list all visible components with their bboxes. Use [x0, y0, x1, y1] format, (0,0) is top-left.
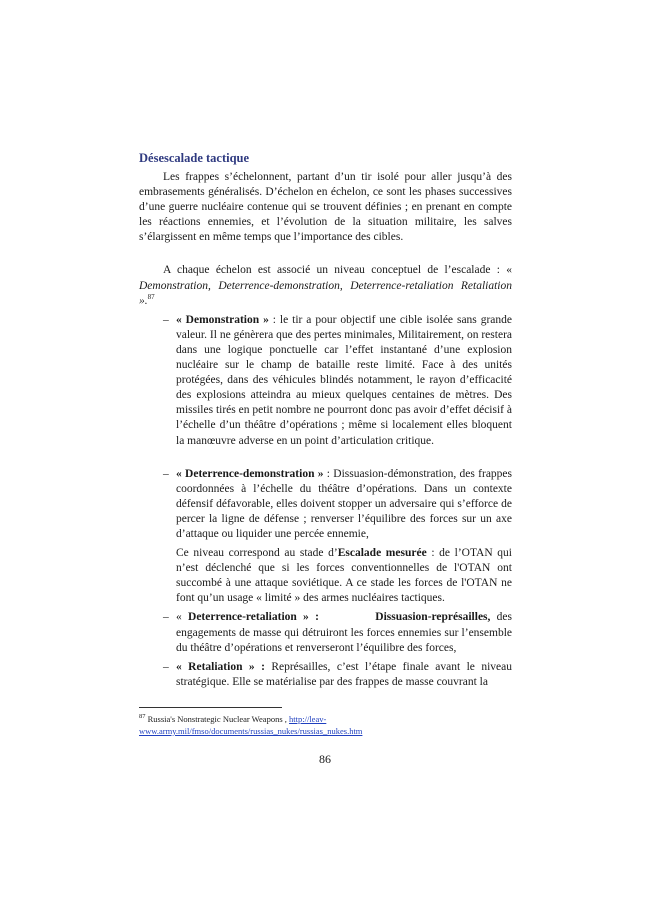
item-body: : Dissuasion-démonstration, des frappes coordonnées à l’échelle du théâtre d’opérations. Dans un contexte défensif défavorable, elles doivent stopper un adversaire qui s’efforce de percer la ligne de défense ; renverser l’équilibre des forces sur un axe d’attaque ou liquider une percée ennemie,: [176, 467, 513, 540]
dash-bullet: –: [163, 660, 169, 673]
dash-bullet: –: [163, 467, 169, 480]
footnote-text: Russia's Nonstrategic Nuclear Weapons ,: [147, 714, 290, 724]
item-body: : le tir a pour objectif une cible isolée sans grande valeur. Il ne génèrera que des pertes minimales, Militairement, on restera dans une logique ponctuelle car l’effet instantané d’une explosion nucléaire sur le champ de bataille reste limité. Face à des unités protégées, dans des véhicules blindés notamment, le rayon d’efficacité des explosions atteindra au mieux quelques centaines de mètres. Des missiles tirés en petit nombre ne pourront donc pas avoir d’effet décisif à l’échelle d’un théâtre d’opérations ; même si localement elles bloquent la manœuvre adverse en un point d’articulation critique.: [176, 313, 512, 447]
dash-bullet: –: [163, 313, 169, 326]
item-term: « Deterrence-demonstration »: [176, 467, 324, 480]
list-item-deterrence-demonstration: [139, 467, 512, 607]
item-text: [176, 660, 512, 690]
item-term: Deterrence-retaliation » :: [188, 611, 319, 624]
item-text: [176, 610, 512, 655]
levels-list-items: [139, 313, 512, 690]
item-term: « Retaliation » :: [176, 660, 265, 673]
item-text: [176, 313, 512, 449]
item-extra-post: : de l’OTAN qui n’est déclenché que si les forces conventionnelles de l'OTAN ont succombé à une attaque soviétique. A ce stade les forces de l'OTAN ne font qu’un usage « limité » des armes nucléaires tactiques.: [176, 547, 512, 605]
item-extra-bold: Escalade mesurée: [337, 547, 427, 560]
item-text: [176, 467, 512, 542]
intro-paragraph: Les frappes s’échelonnent, partant d’un tir isolé pour aller jusqu’à des embrasements généralisés. D’échelon en échelon, ce sont les phases successives d’une guerre nucléaire contenue qui se trouvent définies ; en prenant en compte les réactions ennemies, et l’évolution de la situation militaire, les salves s’élargissent en même temps que l’importance des cibles.: [139, 171, 512, 244]
page-number: 86: [319, 752, 331, 766]
levels-lead: A chaque échelon est associé un niveau conceptuel de l’escalade : «: [163, 264, 512, 277]
levels-paragraph: [139, 263, 512, 308]
item-term-open: «: [176, 611, 189, 624]
dash-bullet: –: [163, 611, 169, 624]
item-term: « Demonstration »: [176, 313, 269, 326]
list-item-retaliation: [139, 660, 512, 690]
item-body: des engagements de masse qui détruiront les forces ennemies sur l’ensemble du théâtre d’opérations et renverseront l’équilibre des forces,: [176, 611, 512, 654]
section-title: Désescalade tactique: [139, 151, 250, 165]
item-term-translation: Dissuasion-représailles,: [375, 611, 491, 624]
footnote-ref: 87: [147, 292, 155, 301]
item-body: Représailles, c’est l’étape finale avant le niveau stratégique. Elle se matérialise par des frappes de masse couvrant la: [176, 660, 512, 688]
footnote-divider: [139, 707, 282, 708]
footnote-number: 87: [139, 713, 146, 721]
footnote-link[interactable]: http://leav-www.army.mil/fmso/documents/russias_nukes/russias_nukes.htm: [139, 714, 363, 736]
item-extra-pre: Ce niveau correspond au stade d’: [176, 547, 338, 560]
footnote: [139, 713, 512, 737]
page-body: [139, 150, 512, 690]
levels-list: Demonstration, Deterrence-demonstration, Deterrence-retaliation Retaliation ».: [139, 279, 512, 307]
item-extra-text: [176, 546, 512, 606]
list-item-demonstration: [139, 313, 512, 449]
list-item-deterrence-retaliation: [139, 610, 512, 655]
